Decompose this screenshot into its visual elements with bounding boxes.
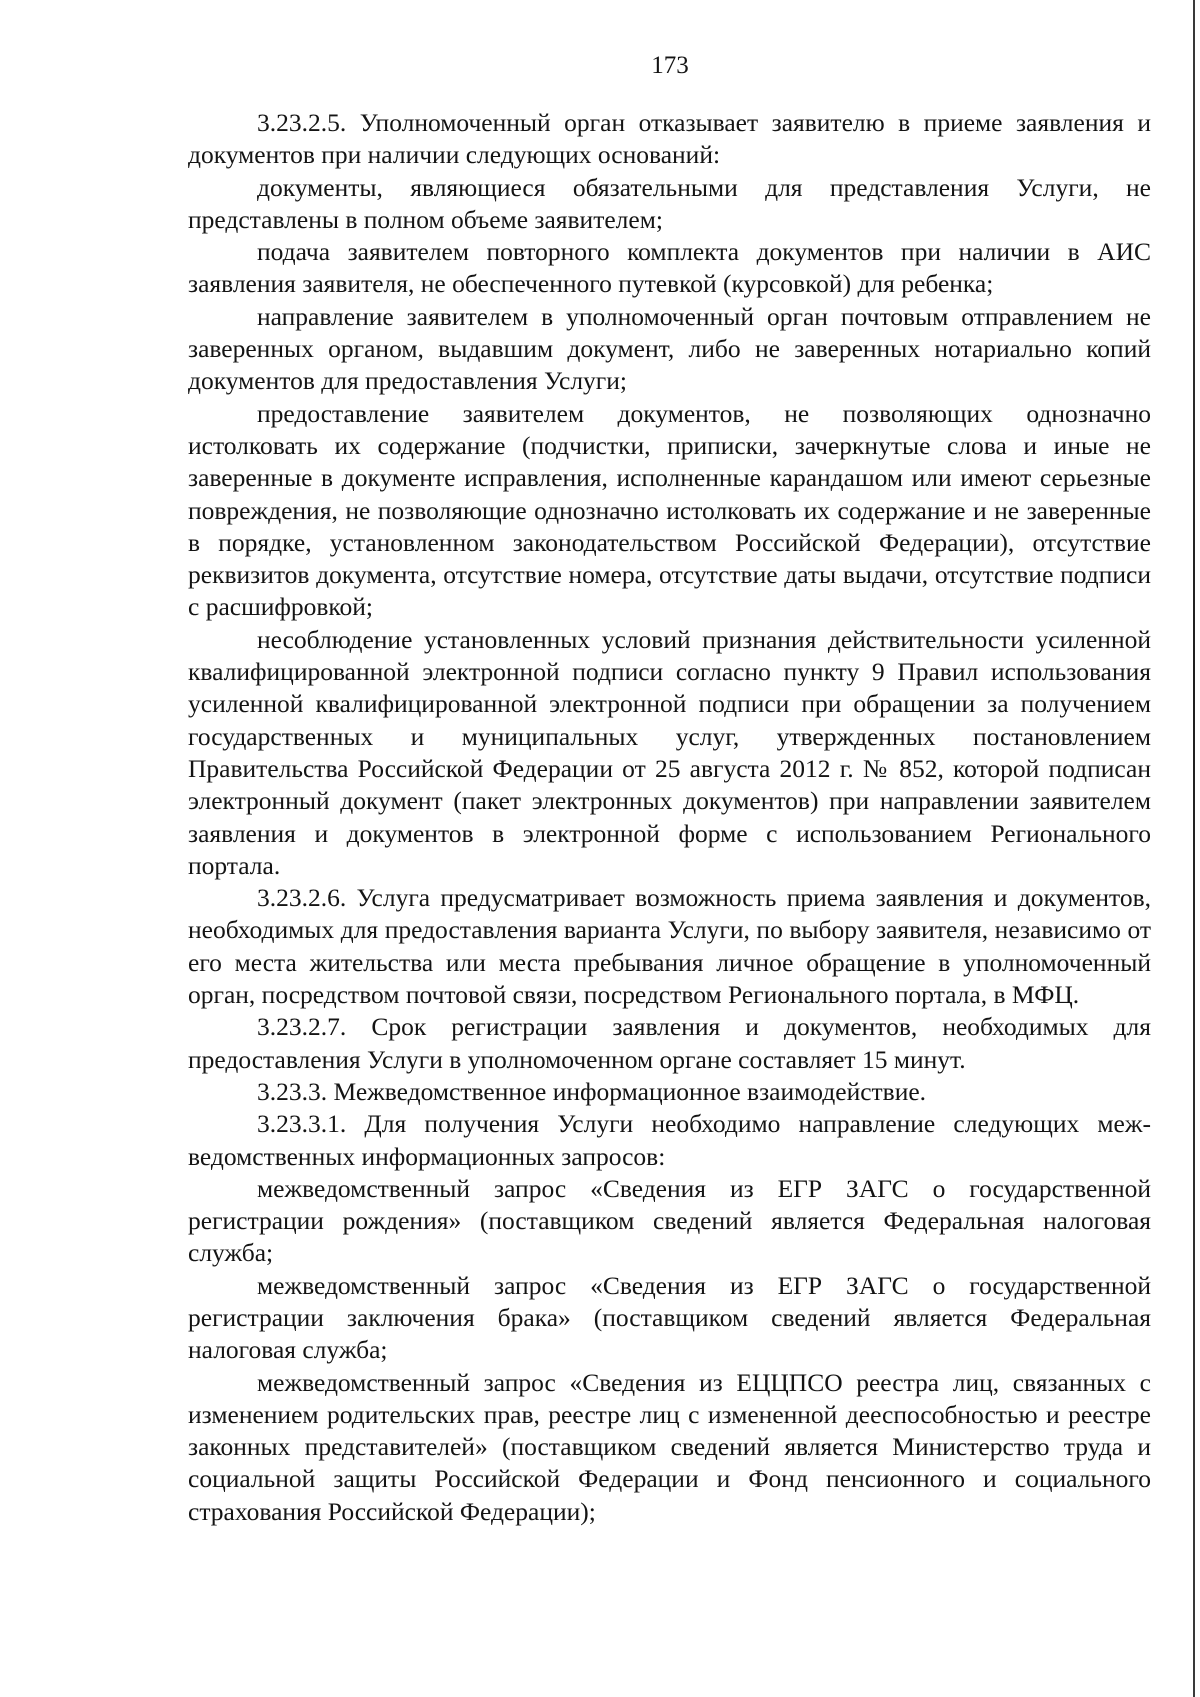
paragraph-3-23-2-7: 3.23.2.7. Срок регистрации заявления и документов, необходимых для предоставления Услуги в уполномоченном органе составляет 15 минут. bbox=[188, 1012, 1151, 1074]
paragraph-request-marriage-registration: межведомственный запрос «Сведения из ЕГР ЗАГС о государственной регистрации заключения брака» (поставщиком сведений является Федеральная налоговая служба; bbox=[188, 1270, 1151, 1365]
paragraph-3-23-2-5: 3.23.2.5. Уполномоченный орган отказывает заявителю в приеме заявления и документов при наличии следующих оснований: bbox=[188, 108, 1151, 170]
paragraph-request-parental-rights: межведомственный запрос «Сведения из ЕЦЦПСО реестра лиц, связанных с изменением родительских прав, реестре лиц с измененной дееспособностью и реестре законных представителей» (поставщиком сведений является Министерство труда и социальной защиты Российской Федерации и Фонд пенсионного и социального страхования Российской Федерации); bbox=[188, 1367, 1151, 1526]
paragraph-unverified-copies: направление заявителем в уполномоченный орган почтовым отправлением не заверенных органом, выдавшим документ, либо не заверенных нотариально копий документов для предоставления Услуги; bbox=[188, 301, 1151, 396]
paragraph-ambiguous-documents: предоставление заявителем документов, не позволяющих однозначно истолковать их содержание (подчистки, приписки, зачеркнутые слова и иные не заверенные в документе исправления, исполненные карандашом или имеют серьезные повреждения, не позволяющие однозначно истолковать их содержание и не заверенные в порядке, установленном законодательством Российской Федерации), отсутствие реквизитов документа, отсутствие номера, отсутствие даты выдачи, отсутствие подписи с расшифровкой; bbox=[188, 398, 1151, 622]
page-edge-line bbox=[1193, 0, 1195, 1697]
document-body bbox=[188, 107, 1151, 1528]
paragraph-documents-incomplete: документы, являющиеся обязательными для представления Услуги, не представлены в полном объеме заявителем; bbox=[188, 172, 1151, 234]
paragraph-electronic-signature: несоблюдение установленных условий признания действительности усиленной квалифицированной электронной подписи согласно пункту 9 Правил использования усиленной квалифицированной электронной подписи при обращении за получением государственных и муниципальных услуг, утвержденных постановлением Правительства Российской Федерации от 25 августа 2012 г. № 852, которой подписан электронный документ (пакет электронных документов) при направлении заявителем заявления и документов в электронной форме с использованием Регионального портала. bbox=[188, 624, 1151, 880]
paragraph-3-23-2-6: 3.23.2.6. Услуга предусматривает возможность приема заявления и документов, необходимых для предоставления варианта Услуги, по выбору заявителя, независимо от его места жительства или места пребывания личное обращение в уполномоченный орган, посредством почтовой связи, посредством Регионального портала, в МФЦ. bbox=[188, 883, 1151, 1010]
paragraph-3-23-3: 3.23.3. Межведомственное информационное взаимодействие. bbox=[257, 1076, 927, 1106]
paragraph-request-birth-registration: межведомственный запрос «Сведения из ЕГР ЗАГС о государственной регистрации рождения» (поставщиком сведений является Федеральная налоговая служба; bbox=[188, 1173, 1151, 1268]
paragraph-repeat-submission: подача заявителем повторного комплекта документов при наличии в АИС заявления заявителя, не обеспеченного путевкой (курсовкой) для ребенка; bbox=[188, 237, 1151, 299]
page-number: 173 bbox=[651, 52, 689, 79]
paragraph-3-23-3-1: 3.23.3.1. Для получения Услуги необходимо направление следующих межведомственных информационных запросов: bbox=[188, 1109, 1151, 1171]
